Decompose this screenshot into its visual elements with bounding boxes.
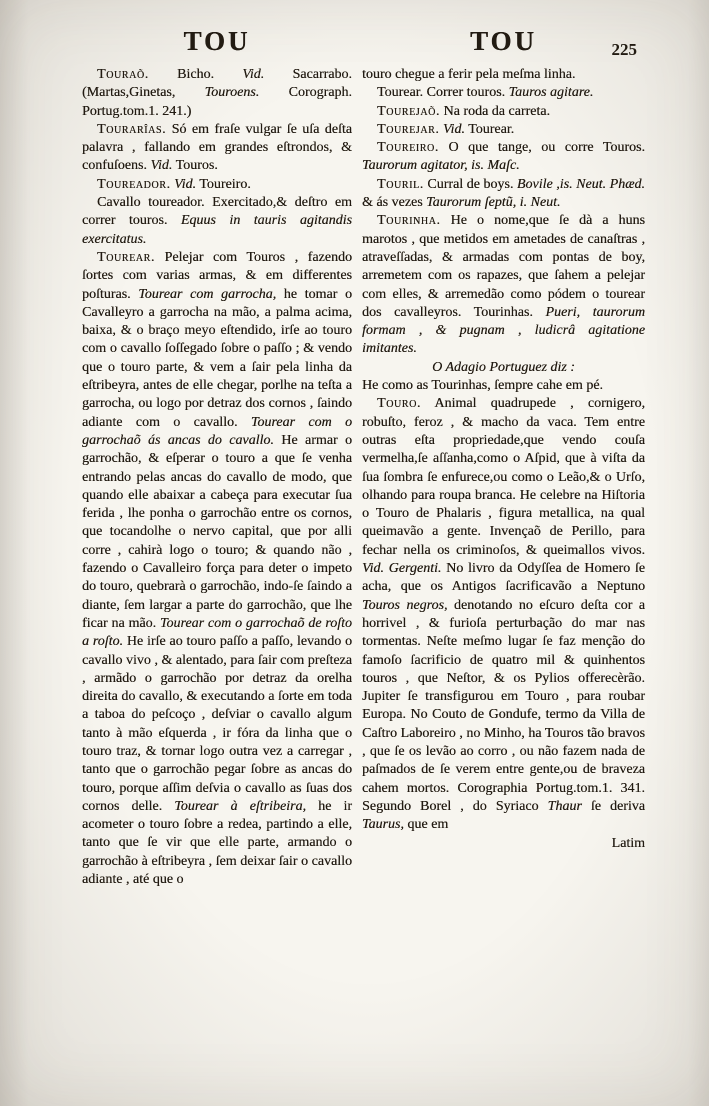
- adagio-text: He como as Tourinhas, ſempre cahe em pé.: [362, 378, 603, 394]
- entry-tourejar: Tourejar. Vid. Tourear.: [377, 121, 515, 137]
- entry-touro: Touro. Animal quadrupede , cornigero, robuſto, feroz , & macho da vaca. Tem entre outras eſta propriedade,que vendo couſa vermelha,ſe aſſanha,como o Aſpid, que à viſta da ſua ſombra ſe enfurece,ou como o Leão,& o Urſo, olhando para roupa branca. He celebre na Hiſtoria o Touro de Phalaris , figura metallica, na qual queimavão a gente. Invençaõ de Perillo, para fechar nella os criminoſos, & queimallos vivos. Vid. Gergenti. No livro da Odyſſea de Homero ſe acha, que os Antigos ſacrificavão a Neptuno Touros negros, denotando no eſcuro deſta cor a horrivel , & furioſa perturbação do mar nas tormentas. Neſte meſmo lugar ſe faz menção do famoſo ſacrificio de quatro mil & quinhentos touros , que Neſtor, & os Pylios offerecèrão. Jupiter ſe transfigurou em Touro , para roubar Europa. No Couto de Gondufe, termo da Villa de Caſtro Laboreiro , no Minho, ha Touros tão bravos , que ſe os levão ao corro , ou não fazem nada de paſmados de ſe verem entre gente,ou de braveza cahem mortos. Corographia Portug.tom.1. 341. Segundo Borel , do Syriaco Thaur ſe deriva Taurus, que em: [362, 396, 646, 833]
- running-title-right: TOU: [469, 26, 538, 56]
- adagio-heading: O Adagio Portuguez diz :: [432, 359, 575, 375]
- page-number: 225: [611, 40, 637, 59]
- entry-toureador: Toureador. Vid. Toureiro.: [97, 176, 251, 192]
- entry-tourear: Tourear. Pelejar com Touros , fazendo ſortes com varias armas, & em differentes poſturas. Tourear com garrocha, he tomar o Cavalleyro a garrocha na mão, a palma acima, baixa, & o braço meyo eſtendido, irſe ao touro com o cavallo ſoſſegado ſobre o paſſo ; & vendo que o touro parte, & vem a ſair pela linha da eſtribeyra, antes de elle chegar, porlhe na teſta a garrocha, ou logo por detraz dos cornos , ſaindo adiante com o cavallo. Tourear com o garrochaõ ás ancas do cavallo. He armar o garrochão, & eſperar o touro a que ſe venha entrando pelas ancas do cavallo de modo, que quando elle abaixar a cabeça para executar ſua ferida , lhe ponha o garrochão entre os cornos, que tocandolhe o nervo capital, que por alli corre , cahirà logo o touro; & quando não , fazendo o Cavalleiro força para deter o impeto do touro, quebrarà o garrochão, indo-ſe ſaindo a diante, ſem largar a parte do garrochão, que lhe ficar na mão. Tourear com o garrochaõ de roſto a roſto. He irſe ao touro paſſo a paſſo, levando o cavallo vivo , & alentado, para ſair com preſteza , armãdo o garrochão por detraz da orelha direita do cavallo, & executando a ſorte em toda a taboa do peſcoço , deſviar o cavallo algum tanto à mão eſquerda , ir fóra da linha que o touro traz, & tornar logo outra vez a carregar , tanto que o garrochão pegar ſobre as ancas do touro, porque aſſim deſvia o cavallo as ſuas dos cornos delle. Tourear à eſtribeira, he ir acometer o touro ſobre a redea, partindo a elle, tanto que ſe vir que elle parte, armando o garrochão à eſtribeyra , ſem deixar ſair o cavallo adiante , até que o: [82, 249, 353, 888]
- entry-tourejao: Tourejaõ. Na roda da carreta.: [377, 103, 550, 119]
- right-column: [362, 66, 645, 889]
- entry-tourao: Touraõ. Bicho. Vid. Sacarrabo. (Martas,Ginetas, Touroens. Corograph. Portug.tom.1. 241.): [82, 67, 352, 119]
- running-title-left: TOU: [183, 26, 251, 56]
- entry-tourarias: Tourarîas. Só em fraſe vulgar ſe uſa deſta palavra , fallando em grandes eſtrondos, & confuſoens. Vid. Touros.: [82, 121, 352, 174]
- text-columns: [82, 66, 645, 889]
- catchword: Latim: [611, 836, 645, 852]
- left-column: [82, 66, 352, 889]
- entry-cavallo-toureador: Cavallo toureador. Exercitado,& deſtro em correr touros. Equus in tauris agitandis exercitatus.: [82, 195, 352, 247]
- entry-tourinha: Tourinha. He o nome,que ſe dà a huns marotos , que metidos em ametades de canaſtras , atraveſſadas, & armadas com pontas de boy, arremetem com os rapazes, que ſahem a pelejar com elles, & arremedão como pódem o tourear dos cavalleyros. Tourinhas. Pueri, taurorum formam , & pugnam , ludicrâ agitatione imitantes.: [362, 213, 646, 357]
- entry-touril: Touril. Curral de boys. Bovile ,is. Neut. Phæd. & ás vezes Taurorum ſeptũ, i. Neut.: [362, 176, 645, 211]
- entry-tourear-continuation: touro chegue a ferir pela meſma linha.: [362, 67, 576, 82]
- entry-toureiro: Toureiro. O que tange, ou corre Touros. Taurorum agitator, is. Maſc.: [362, 140, 645, 174]
- entry-tourear-correr: Tourear. Correr touros. Tauros agitare.: [377, 85, 594, 101]
